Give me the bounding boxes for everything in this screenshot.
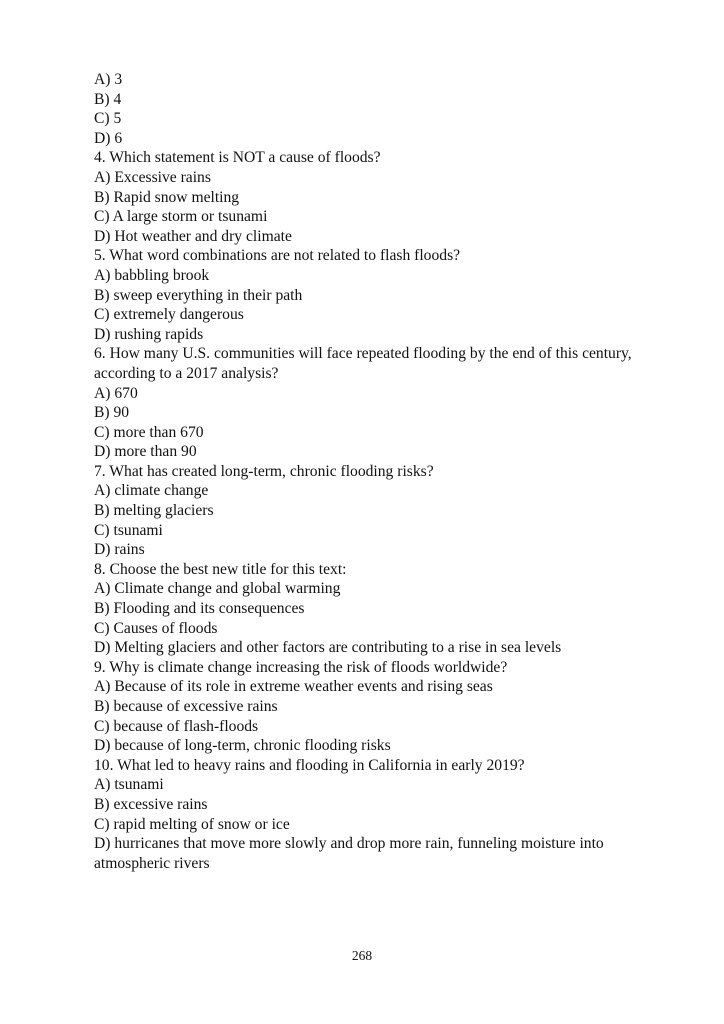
- page-content: [94, 70, 674, 873]
- answer-option: C) rapid melting of snow or ice: [94, 815, 290, 833]
- question-block-10: [94, 756, 674, 874]
- answer-option: A) 3: [94, 71, 123, 88]
- answer-option: A) Climate change and global warming: [94, 580, 341, 598]
- answer-option: A) climate change: [94, 482, 209, 500]
- question-block-7: [94, 462, 674, 560]
- answer-option: D) Melting glaciers and other factors are contributing to a rise in sea levels: [94, 639, 562, 657]
- answer-option: D) hurricanes that move more slowly and drop more rain, funneling moisture into atmospheric rivers: [94, 835, 604, 872]
- answer-option: B) sweep everything in their path: [94, 286, 303, 304]
- prev-question-options: [94, 70, 674, 148]
- page-number: 268: [351, 948, 373, 963]
- answer-option: B) Rapid snow melting: [94, 188, 240, 206]
- answer-option: C) more than 670: [94, 423, 204, 441]
- answer-option: C) tsunami: [94, 521, 163, 539]
- question-text: 6. How many U.S. communities will face repeated flooding by the end of this century, according to a 2017 analysis?: [94, 345, 632, 382]
- answer-option: D) because of long-term, chronic flooding risks: [94, 737, 391, 755]
- question-text: 4. Which statement is NOT a cause of floods?: [94, 149, 381, 167]
- question-block-6: [94, 344, 674, 462]
- answer-option: A) Because of its role in extreme weather events and rising seas: [94, 678, 493, 696]
- question-block-4: [94, 148, 674, 246]
- question-text: 10. What led to heavy rains and flooding in California in early 2019?: [94, 756, 525, 774]
- question-block-8: [94, 560, 674, 658]
- answer-option: C) extremely dangerous: [94, 306, 244, 324]
- answer-option: B) 4: [94, 90, 122, 108]
- question-text: 9. Why is climate change increasing the risk of floods worldwide?: [94, 658, 508, 676]
- answer-option: D) rains: [94, 541, 145, 559]
- question-block-9: [94, 658, 674, 756]
- answer-option: A) babbling brook: [94, 266, 210, 284]
- answer-option: C) Causes of floods: [94, 619, 218, 637]
- answer-option: D) Hot weather and dry climate: [94, 227, 292, 245]
- answer-option: B) because of excessive rains: [94, 698, 278, 715]
- answer-option: D) rushing rapids: [94, 325, 204, 343]
- answer-option: B) 90: [94, 404, 130, 422]
- answer-option: B) melting glaciers: [94, 502, 214, 520]
- answer-option: B) excessive rains: [94, 795, 208, 813]
- question-text: 8. Choose the best new title for this text:: [94, 560, 347, 578]
- answer-option: C) 5: [94, 110, 122, 128]
- answer-option: C) because of flash-floods: [94, 717, 259, 735]
- answer-option: B) Flooding and its consequences: [94, 600, 305, 618]
- answer-option: A) 670: [94, 384, 138, 402]
- answer-option: D) more than 90: [94, 443, 197, 461]
- answer-option: A) Excessive rains: [94, 168, 211, 186]
- answer-option: C) A large storm or tsunami: [94, 208, 268, 226]
- question-text: 7. What has created long-term, chronic flooding risks?: [94, 462, 434, 480]
- answer-option: D) 6: [94, 129, 123, 147]
- question-text: 5. What word combinations are not related to flash floods?: [94, 247, 461, 265]
- question-block-5: [94, 246, 674, 344]
- answer-option: A) tsunami: [94, 776, 164, 794]
